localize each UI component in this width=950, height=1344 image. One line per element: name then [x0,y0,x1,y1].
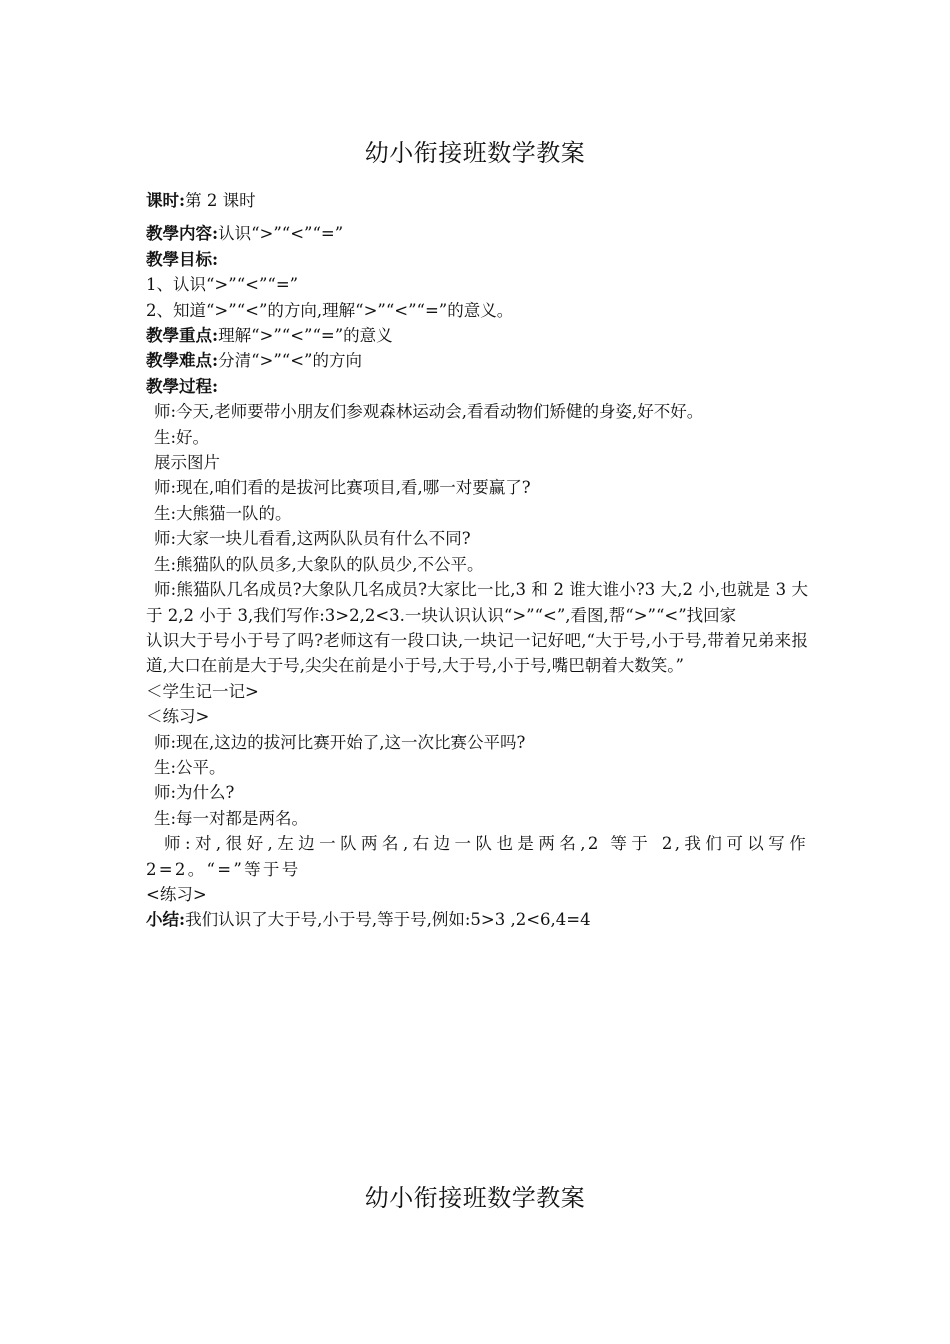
dialogue-line: 师:今天,老师要带小朋友们参观森林运动会,看看动物们矫健的身姿,好不好。 [154,402,704,422]
activity-note: ＜学生记一记> [146,681,259,701]
dialogue-line: 师:为什么? [154,783,235,803]
summary-label: 小结: [146,910,186,930]
dialogue-line: 师:大家一块儿看看,这两队队员有什么不同? [154,529,471,549]
lesson-body [146,188,808,933]
dialogue-line: 师:现在,这边的拔河比赛开始了,这一次比赛公平吗? [154,732,526,752]
lesson-time-value: 第 2 课时 [185,191,256,210]
lesson-time-label: 课时: [146,191,186,210]
difficulty-label: 教學难点: [146,351,219,371]
dialogue-line: 生:公平。 [154,757,226,777]
dialogue-line: 生:熊猫队的队员多,大象队的队员少,不公平。 [154,554,484,574]
mnemonic-paragraph: 认识大于号小于号了吗?老师这有一段口诀,一块记一记好吧,“大于号,小于号,带着兄弟来报道,大口在前是大于号,尖尖在前是小于号,大于号,小于号,嘴巴朝着大数笑。” [146,630,808,676]
activity-note: ＜练习> [146,707,210,727]
difficulty-row [146,348,808,373]
content-label: 教學内容: [146,224,219,244]
key-point-value: 理解“>”“<”“=”的意义 [218,326,393,346]
lesson-time-row [146,188,808,213]
dialogue-line: 生:好。 [154,427,210,447]
page-title-next: 幼小衔接班数学教案 [364,1184,586,1212]
objective-item: 2、知道“>”“<”的方向,理解“>”“<”“=”的意义。 [146,300,514,320]
dialogue-line: 师:现在,咱们看的是拔河比赛项目,看,哪一对要赢了? [154,478,531,498]
activity-note: <练习> [146,884,207,904]
objective-item: 1、认识“>”“<”“=” [146,275,299,295]
page-title: 幼小衔接班数学教案 [364,139,586,167]
dialogue-paragraph: 师:熊猫队几名成员?大象队几名成员?大家比一比,3 和 2 谁大谁小?3 大,2 小,也就是 3 大于 2,2 小于 3,我们写作:3>2,2<3.一块认识认识“>”“<”,看图,帮“>”“<”找回家 [146,580,808,625]
process-heading: 教學过程: [146,376,219,396]
difficulty-value: 分清“>”“<”的方向 [218,351,362,371]
summary-row [146,907,808,932]
content-value: 认识“>”“<”“=” [218,224,344,244]
dialogue-line: 生:大熊猫一队的。 [154,503,292,523]
summary-value: 我们认识了大于号,小于号,等于号,例如:5>3 ,2<6,4=4 [185,910,591,930]
content-row [146,221,808,246]
dialogue-line: 展示图片 [154,453,220,473]
key-point-row [146,323,808,348]
dialogue-line: 生:每一对都是两名。 [154,808,309,828]
key-point-label: 教學重点: [146,326,219,346]
objectives-heading: 教學目标: [146,249,219,269]
dialogue-paragraph: 师:对,很好,左边一队两名,右边一队也是两名,2 等于 2,我们可以写作 2=2。“=”等于号 [146,834,808,879]
